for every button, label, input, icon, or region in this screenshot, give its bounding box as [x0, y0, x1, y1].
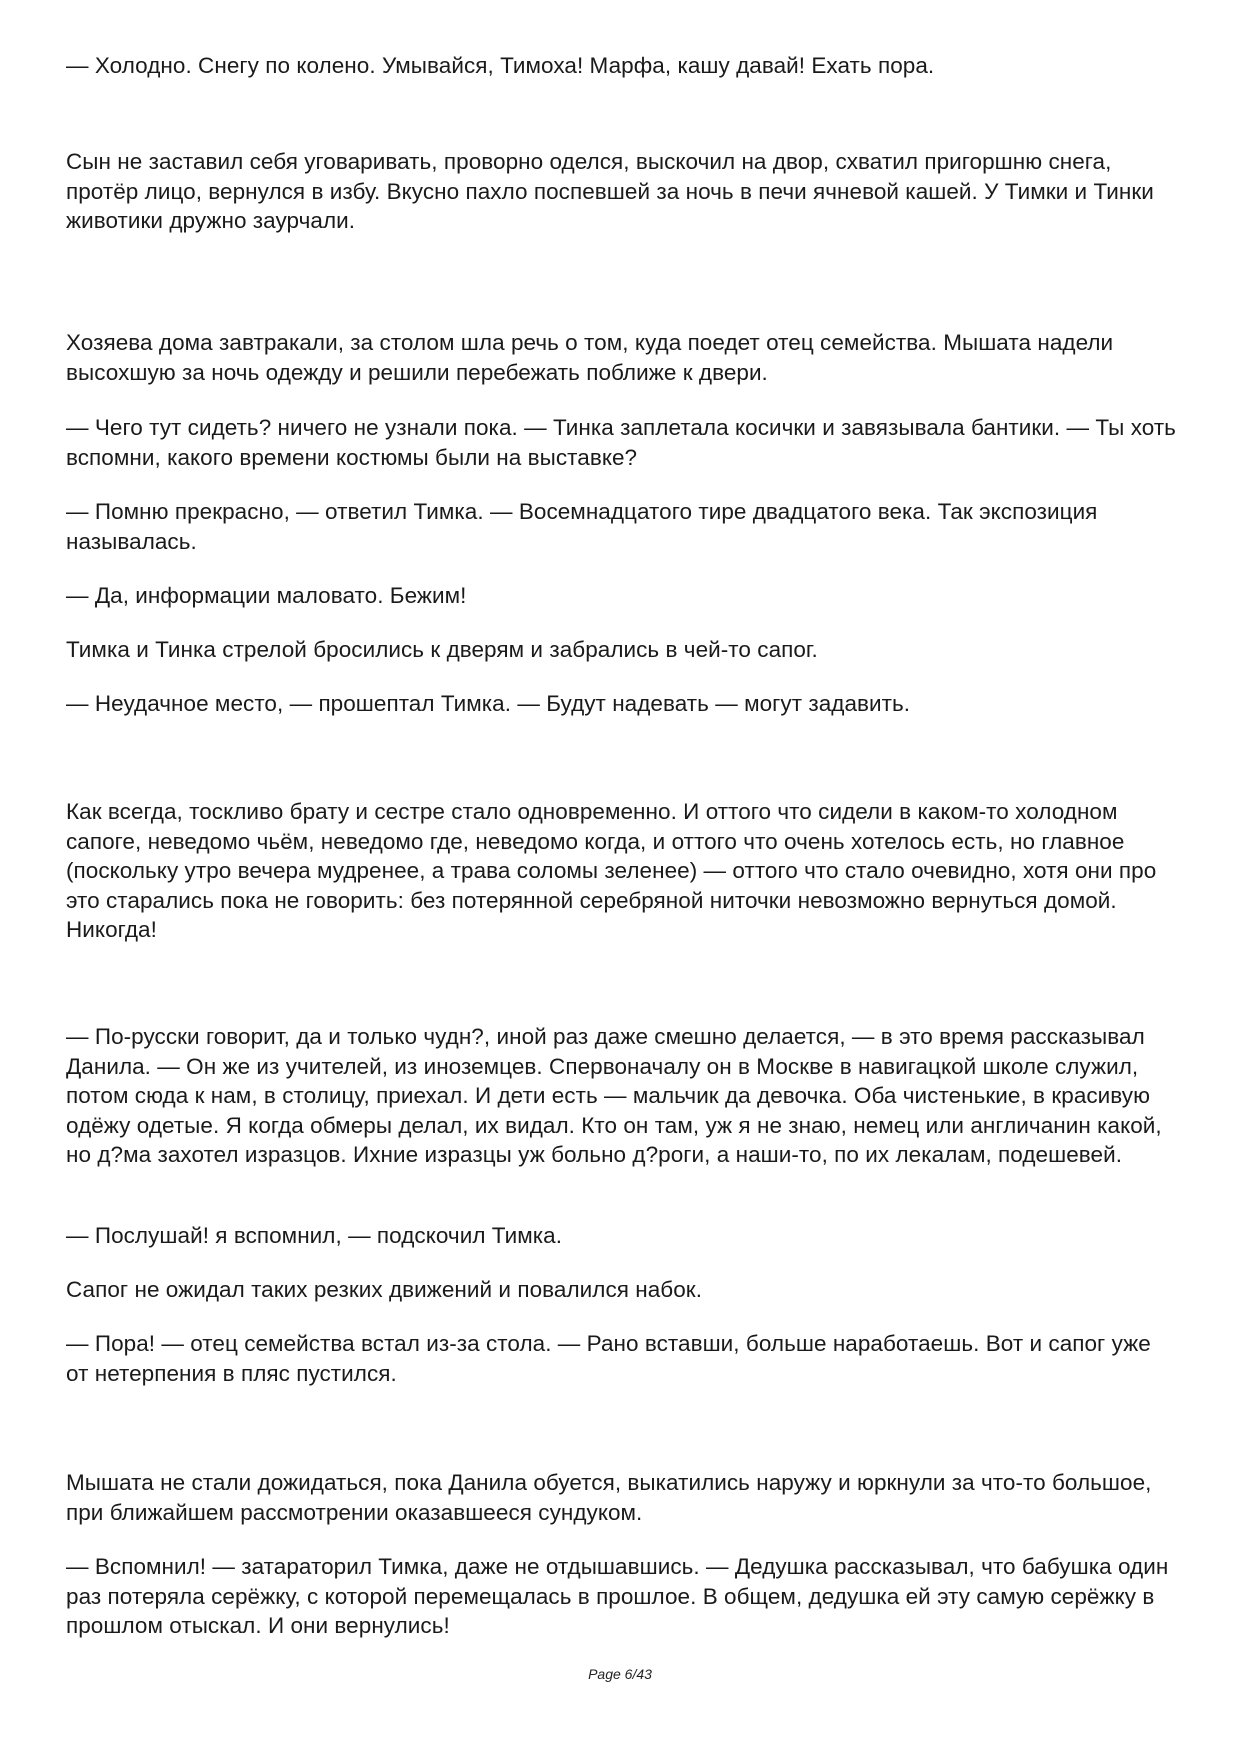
paragraph-8: — Неудачное место, — прошептал Тимка. — Будут надевать — могут задавить.: [66, 691, 911, 716]
paragraph-12: Сапог не ожидал таких резких движений и повалился набок.: [66, 1277, 703, 1302]
paragraph-6: — Да, информации маловато. Бежим!: [66, 583, 467, 608]
paragraph-13: — Пора! — отец семейства встал из-за стола. — Рано вставши, больше наработаешь. Вот и сапог уже от нетерпения в пляс пустился.: [66, 1331, 1151, 1386]
paragraph-11: — Послушай! я вспомнил, — подскочил Тимка.: [66, 1223, 562, 1248]
paragraph-10: — По-русски говорит, да и только чудн?, иной раз даже смешно делается, — в это время рассказывал Данила. — Он же из учителей, из иноземцев. Спервоначалу он в Москве в навигацкой школе служил, потом сюда к нам, в столицу, приехал. И дети есть — мальчик да девочка. Оба чистенькие, в красивую одёжу одетые. Я когда обмеры делал, их видал. Кто он там, уж я не знаю, немец или англичанин какой, но д?ма захотел изразцов. Ихние изразцы уж больно д?роги, а наши-то, по их лекалам, подешевей.: [66, 1024, 1162, 1167]
paragraph-15: — Вспомнил! — затараторил Тимка, даже не отдышавшись. — Дедушка рассказывал, что бабушка один раз потеряла серёжку, с которой перемещалась в прошлое. В общем, дедушка ей эту самую серёжку в прошлом отыскал. И они вернулись!: [66, 1554, 1169, 1638]
paragraph-3: Хозяева дома завтракали, за столом шла речь о том, куда поедет отец семейства. Мышата надели высохшую за ночь одежду и решили перебежать поближе к двери.: [66, 330, 1114, 385]
paragraph-14: Мышата не стали дожидаться, пока Данила обуется, выкатились наружу и юркнули за что-то большое, при ближайшем рассмотрении оказавшееся сундуком.: [66, 1470, 1152, 1525]
paragraph-9: Как всегда, тоскливо брату и сестре стало одновременно. И оттого что сидели в каком-то холодном сапоге, неведомо чьём, неведомо где, неведомо когда, и оттого что очень хотелось есть, но главное (поскольку утро вечера мудренее, а трава соломы зеленее) — оттого что стало очевидно, хотя они про это старались пока не говорить: без потерянной серебряной ниточки невозможно вернуться домой. Никогда!: [66, 799, 1157, 942]
paragraph-4: — Чего тут сидеть? ничего не узнали пока. — Тинка заплетала косички и завязывала бантики. — Ты хоть вспомни, какого времени костюмы были на выставке?: [66, 415, 1176, 470]
paragraph-1: — Холодно. Снегу по колено. Умывайся, Тимоха! Марфа, кашу давай! Ехать пора.: [66, 53, 935, 78]
paragraph-5: — Помню прекрасно, — ответил Тимка. — Восемнадцатого тире двадцатого века. Так экспозиция называлась.: [66, 499, 1098, 554]
page-number: Page 6/43: [588, 1666, 652, 1682]
paragraph-2: Сын не заставил себя уговаривать, проворно оделся, выскочил на двор, схватил пригоршню снега, протёр лицо, вернулся в избу. Вкусно пахло поспевшей за ночь в печи ячневой кашей. У Тимки и Тинки животики дружно заурчали.: [66, 149, 1154, 233]
paragraph-7: Тимка и Тинка стрелой бросились к дверям и забрались в чей-то сапог.: [66, 637, 818, 662]
